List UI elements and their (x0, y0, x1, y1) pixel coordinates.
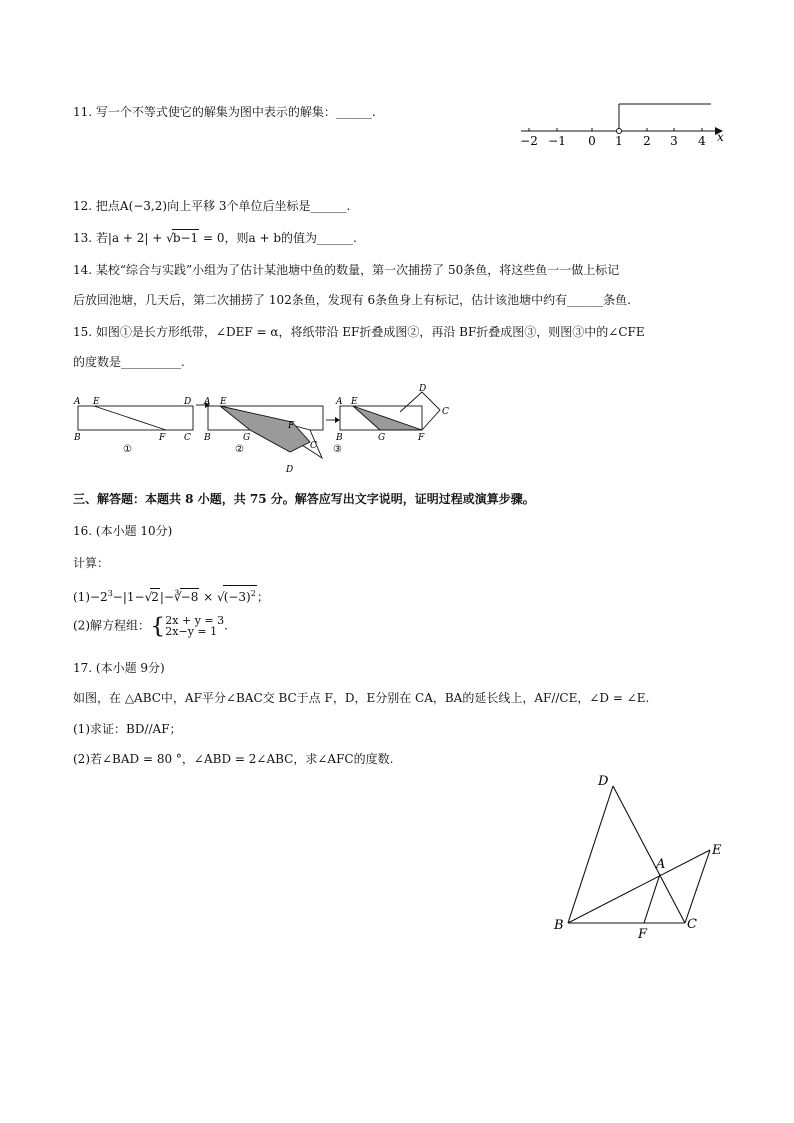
q13-pre: 13. 若|a + 2| + (73, 231, 167, 245)
tick-label: 1 (615, 134, 623, 148)
brace-symbol: { (150, 613, 166, 639)
label-B: B (554, 918, 564, 933)
question-16-part1 (73, 585, 269, 605)
label-D2: D (286, 465, 294, 475)
tick-label: 0 (588, 134, 596, 148)
triangle-lines (568, 786, 710, 923)
equation-1: 2x + y = 3 (165, 614, 225, 627)
sqrt-symbol: √ (144, 590, 153, 604)
question-13 (73, 229, 357, 246)
label-G3: G (378, 433, 386, 443)
label-A2: A (204, 397, 211, 407)
tick-label: 3 (670, 134, 678, 148)
p1-radicand-3 (223, 585, 257, 605)
label-F3: F (418, 433, 425, 443)
cbrt-symbol: ∛ (173, 590, 182, 604)
section-3-title: 三、解答题：本题共 8 小题，共 75 分。解答应写出文字说明，证明过程或演算步骤。 (73, 492, 535, 506)
label-C2: C (310, 441, 317, 451)
question-15-line1: 15. 如图①是长方形纸带，∠DEF = α，将纸带沿 EF折叠成图②，再沿 BF折叠成图③，则图③中的∠CFE (73, 325, 645, 339)
p2-end: . (224, 618, 228, 633)
label-C3: C (442, 407, 449, 417)
label-F: F (638, 927, 648, 942)
triangle-figure (550, 770, 730, 945)
p1-r3-base: (−3) (223, 590, 251, 604)
tick-label: 4 (698, 134, 706, 148)
p1-pre: (1)−2 (73, 590, 108, 604)
p1-mid2: |− (159, 590, 174, 604)
figure-2 (208, 406, 323, 458)
tick-label: −2 (520, 134, 538, 148)
question-14-line1: 14. 某校“综合与实践”小组为了估计某池塘中鱼的数量，第一次捕捞了 50条鱼，将这些鱼一一做上标记 (73, 263, 620, 277)
label-D: D (598, 774, 609, 789)
p1-exp: 3 (107, 589, 113, 598)
equation-system (165, 615, 224, 637)
label-B2: B (204, 433, 211, 443)
question-16-intro: 计算： (73, 556, 110, 570)
label-G2: G (243, 433, 251, 443)
q13-radicand: b−1 (172, 231, 199, 245)
label-F2: F (288, 421, 295, 431)
p1-mid3: × (199, 590, 218, 604)
folding-figure (70, 380, 460, 480)
sqrt-symbol: √ (217, 590, 225, 604)
label-A: A (74, 397, 81, 407)
label-D3: D (419, 384, 427, 394)
label-B: B (74, 433, 81, 443)
label-D: D (184, 397, 192, 407)
question-17-part1: (1)求证：BD//AF； (73, 722, 182, 736)
p1-r3-exp: 2 (250, 589, 256, 598)
p1-mid: −|1− (112, 590, 145, 604)
label-n2: ② (235, 444, 244, 455)
p1-radicand-1: 2 (151, 590, 159, 604)
question-17-part2: (2)若∠BAD = 80 °，∠ABD = 2∠ABC，求∠AFC的度数. (73, 752, 394, 766)
label-F: F (159, 433, 166, 443)
question-16-header: 16. (本小题 10分) (73, 524, 173, 538)
p1-end: ； (256, 590, 269, 604)
label-E3: E (351, 397, 358, 407)
axis-var-label: x (717, 130, 724, 144)
q13-post: = 0，则a + b的值为______. (199, 231, 357, 245)
question-16-part2 (73, 615, 228, 637)
question-14-line2: 后放回池塘，几天后，第二次捕捞了 102条鱼，发现有 6条鱼身上有标记，估计该池塘中约有______条鱼. (73, 293, 631, 307)
tick-label: 2 (643, 134, 651, 148)
open-point (617, 129, 622, 134)
p2-pre: (2)解方程组： (73, 618, 150, 633)
question-17-statement: 如图，在 △ABC中，AF平分∠BAC交 BC于点 F，D，E分别在 CA，BA的延长线上，AF//CE，∠D = ∠E. (73, 691, 650, 705)
number-line-figure (515, 96, 730, 152)
figure-1 (78, 406, 193, 430)
question-12: 12. 把点A(−3,2)向上平移 3个单位后坐标是______. (73, 199, 351, 213)
label-E2: E (220, 397, 227, 407)
label-E: E (93, 397, 100, 407)
p1-radicand-2: −8 (180, 590, 199, 604)
equation-2: 2x−y = 1 (165, 625, 218, 638)
sqrt-symbol: √ (166, 231, 174, 245)
label-A: A (656, 857, 666, 872)
question-11: 11. 写一个不等式使它的解集为图中表示的解集：______. (73, 105, 376, 119)
label-n3: ③ (333, 444, 342, 455)
label-B3: B (336, 433, 343, 443)
label-C: C (687, 917, 697, 932)
label-n1: ① (123, 444, 132, 455)
question-17-header: 17. (本小题 9分) (73, 661, 165, 675)
label-A3: A (336, 397, 343, 407)
label-C: C (184, 433, 191, 443)
tick-label: −1 (548, 134, 566, 148)
question-15-line2: 的度数是__________. (73, 355, 185, 369)
label-E: E (712, 843, 722, 858)
